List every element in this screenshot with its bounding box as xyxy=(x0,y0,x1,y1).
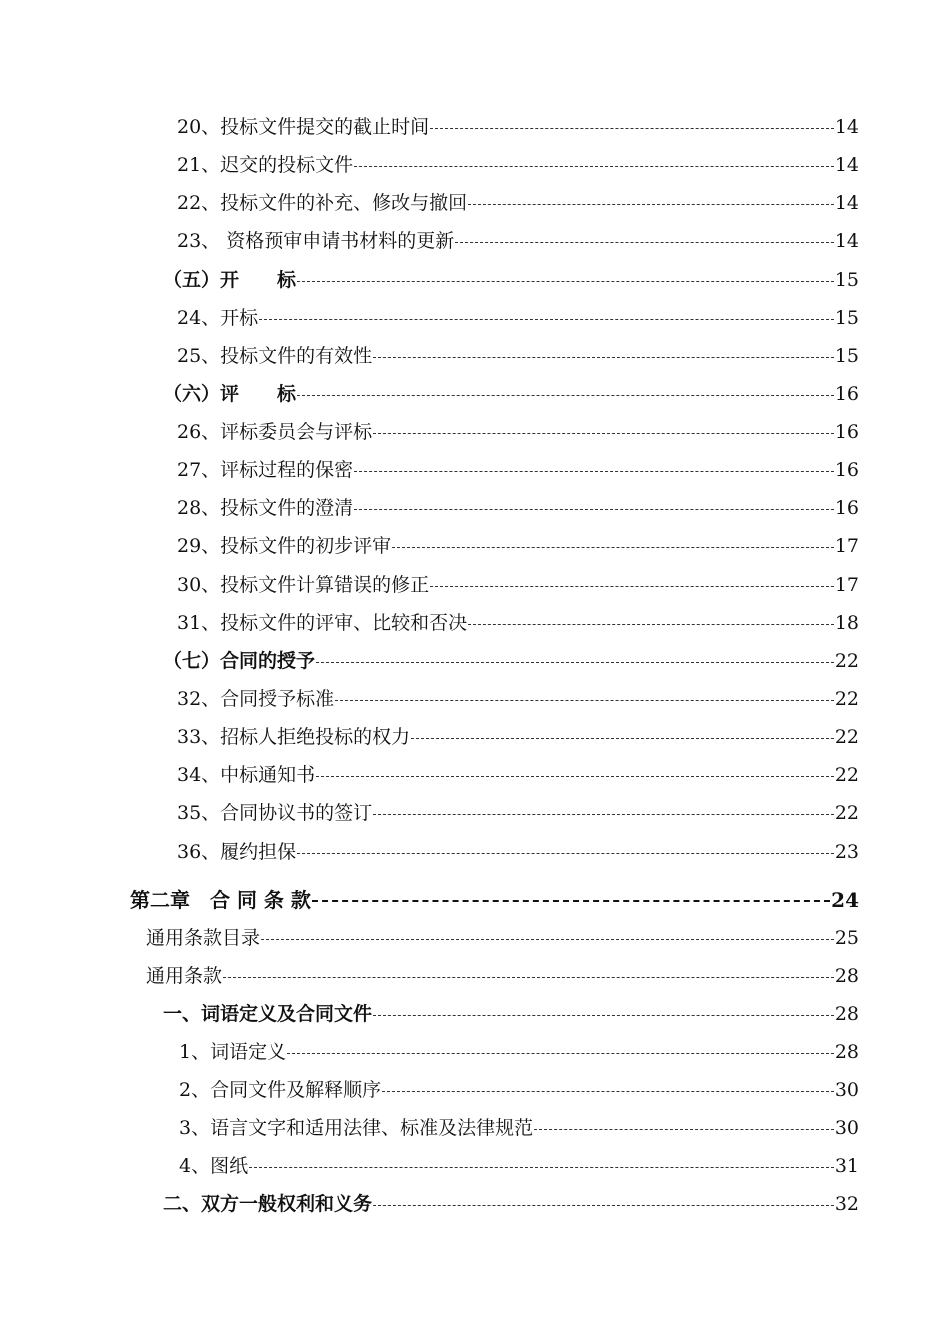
dot-leader xyxy=(312,900,830,902)
toc-section-7[interactable] xyxy=(163,646,859,676)
toc-entry-label: 3、语言文字和适用法律、标准及法律规范 xyxy=(179,1117,534,1139)
toc-entry-page: 22 xyxy=(834,688,859,710)
toc-entry-label: 21、迟交的投标文件 xyxy=(177,154,354,176)
toc-entry-page: 16 xyxy=(834,383,859,405)
toc-entry-22[interactable] xyxy=(177,188,859,218)
dot-leader xyxy=(297,395,834,396)
toc-entry-label: 1、词语定义 xyxy=(179,1041,287,1063)
toc-entry-33[interactable] xyxy=(177,722,859,752)
toc-entry-label: 30、投标文件计算错误的修正 xyxy=(177,574,430,596)
toc-entry-28[interactable] xyxy=(177,493,859,523)
toc-entry-35[interactable] xyxy=(177,798,859,828)
toc-entry-page: 22 xyxy=(834,650,859,672)
toc-entry-page: 14 xyxy=(834,230,859,252)
dot-leader xyxy=(382,1091,834,1092)
toc-section-label: 一、词语定义及合同文件 xyxy=(163,1003,373,1025)
dot-leader xyxy=(297,853,834,854)
dot-leader xyxy=(335,700,834,701)
toc-general-terms[interactable] xyxy=(146,961,859,991)
dot-leader xyxy=(392,547,834,548)
toc-entry-page: 28 xyxy=(834,965,859,987)
toc-entry-27[interactable] xyxy=(177,455,859,485)
toc-entry-label: 31、投标文件的评审、比较和否决 xyxy=(177,612,468,634)
dot-leader xyxy=(287,1053,834,1054)
toc-entry-definitions-2[interactable] xyxy=(179,1075,859,1105)
dot-leader xyxy=(430,128,834,129)
toc-entry-label: 20、投标文件提交的截止时间 xyxy=(177,116,430,138)
dot-leader xyxy=(316,776,834,777)
toc-section-definitions[interactable] xyxy=(163,999,859,1029)
toc-entry-page: 32 xyxy=(834,1193,859,1215)
toc-entry-31[interactable] xyxy=(177,608,859,638)
dot-leader xyxy=(259,319,834,320)
toc-entry-24[interactable] xyxy=(177,303,859,333)
dot-leader xyxy=(249,1167,834,1168)
dot-leader xyxy=(373,1015,834,1016)
toc-entry-page: 25 xyxy=(834,927,859,949)
toc-entry-page: 18 xyxy=(834,612,859,634)
dot-leader xyxy=(534,1129,834,1130)
dot-leader xyxy=(455,242,834,243)
toc-section-label: 二、双方一般权利和义务 xyxy=(163,1193,373,1215)
toc-chapter-2[interactable] xyxy=(130,885,859,915)
toc-entry-label: 通用条款 xyxy=(146,965,223,987)
dot-leader xyxy=(430,586,834,587)
toc-entry-21[interactable] xyxy=(177,150,859,180)
toc-entry-label: 26、评标委员会与评标 xyxy=(177,421,373,443)
toc-entry-label: 28、投标文件的澄清 xyxy=(177,497,354,519)
toc-section-6[interactable] xyxy=(163,379,859,409)
toc-entry-label: 22、投标文件的补充、修改与撤回 xyxy=(177,192,468,214)
toc-general-terms-contents[interactable] xyxy=(146,923,859,953)
toc-entry-label: 29、投标文件的初步评审 xyxy=(177,535,392,557)
toc-entry-definitions-3[interactable] xyxy=(179,1113,859,1143)
toc-entry-label: 36、履约担保 xyxy=(177,841,297,863)
dot-leader xyxy=(261,939,834,940)
toc-section-label: （七）合同的授予 xyxy=(163,650,316,672)
toc-entry-25[interactable] xyxy=(177,341,859,371)
toc-entry-label: 23、 资格预审申请书材料的更新 xyxy=(177,230,455,252)
toc-entry-page: 14 xyxy=(834,154,859,176)
toc-entry-page: 22 xyxy=(834,726,859,748)
toc-entry-29[interactable] xyxy=(177,531,859,561)
toc-section-5[interactable] xyxy=(163,265,859,295)
toc-entry-page: 14 xyxy=(834,116,859,138)
toc-entry-label: 通用条款目录 xyxy=(146,927,261,949)
dot-leader xyxy=(223,977,834,978)
dot-leader xyxy=(354,471,834,472)
toc-entry-label: 27、评标过程的保密 xyxy=(177,459,354,481)
dot-leader xyxy=(373,1205,834,1206)
toc-entry-label: 33、招标人拒绝投标的权力 xyxy=(177,726,411,748)
toc-entry-36[interactable] xyxy=(177,837,859,867)
toc-entry-definitions-4[interactable] xyxy=(179,1151,859,1181)
toc-entry-23[interactable] xyxy=(177,226,859,256)
toc-entry-label: 24、开标 xyxy=(177,307,259,329)
toc-entry-label: 34、中标通知书 xyxy=(177,764,316,786)
dot-leader xyxy=(373,433,834,434)
dot-leader xyxy=(373,357,834,358)
dot-leader xyxy=(468,624,834,625)
toc-entry-label: 35、合同协议书的签订 xyxy=(177,802,373,824)
toc-entry-page: 15 xyxy=(834,307,859,329)
toc-entry-26[interactable] xyxy=(177,417,859,447)
dot-leader xyxy=(373,814,834,815)
toc-section-rights-obligations[interactable] xyxy=(163,1189,859,1219)
toc-entry-20[interactable] xyxy=(177,112,859,142)
toc-entry-page: 30 xyxy=(834,1117,859,1139)
dot-leader xyxy=(354,509,834,510)
toc-entry-page: 22 xyxy=(834,802,859,824)
toc-entry-page: 28 xyxy=(834,1003,859,1025)
toc-entry-label: 32、合同授予标准 xyxy=(177,688,335,710)
toc-section-label: （六）评 标 xyxy=(163,383,297,405)
toc-entry-page: 16 xyxy=(834,421,859,443)
toc-entry-page: 24 xyxy=(831,888,859,912)
toc-entry-page: 17 xyxy=(834,574,859,596)
toc-entry-label: 4、图纸 xyxy=(179,1155,249,1177)
dot-leader xyxy=(354,166,834,167)
toc-entry-30[interactable] xyxy=(177,570,859,600)
toc-entry-page: 30 xyxy=(834,1079,859,1101)
toc-entry-label: 25、投标文件的有效性 xyxy=(177,345,373,367)
toc-entry-page: 23 xyxy=(834,841,859,863)
toc-entry-34[interactable] xyxy=(177,760,859,790)
toc-entry-page: 31 xyxy=(834,1155,859,1177)
toc-entry-page: 28 xyxy=(834,1041,859,1063)
toc-entry-page: 22 xyxy=(834,764,859,786)
dot-leader xyxy=(468,204,834,205)
toc-entry-page: 15 xyxy=(834,345,859,367)
toc-entry-definitions-1[interactable] xyxy=(179,1037,859,1067)
toc-entry-label: 2、合同文件及解释顺序 xyxy=(179,1079,382,1101)
toc-entry-page: 16 xyxy=(834,459,859,481)
toc-entry-page: 15 xyxy=(834,269,859,291)
toc-entry-page: 17 xyxy=(834,535,859,557)
dot-leader xyxy=(411,738,834,739)
toc-section-label: （五）开 标 xyxy=(163,269,297,291)
dot-leader xyxy=(297,281,834,282)
toc-entry-32[interactable] xyxy=(177,684,859,714)
dot-leader xyxy=(316,662,834,663)
toc-chapter-label: 第二章 合 同 条 款 xyxy=(130,888,311,912)
toc-entry-page: 14 xyxy=(834,192,859,214)
toc-entry-page: 16 xyxy=(834,497,859,519)
